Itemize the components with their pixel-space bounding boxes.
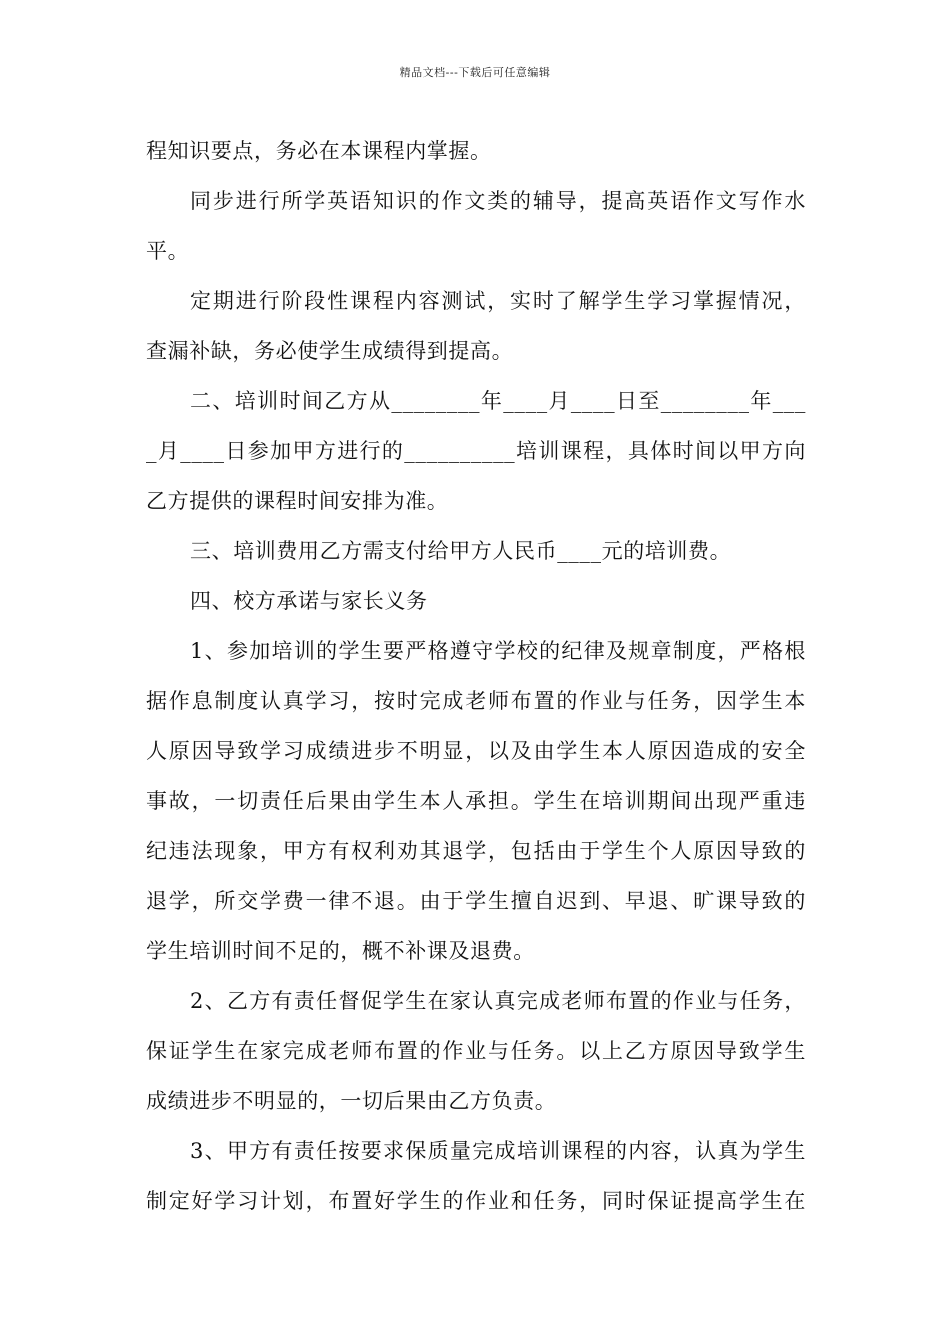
text-line: 查漏补缺，务必使学生成绩得到提高。 <box>146 339 514 363</box>
text-line: 二、培训时间乙方从________年____月____日至________年___ <box>190 389 806 413</box>
text-line: 事故，一切责任后果由学生本人承担。学生在培训期间出现严重违 <box>146 789 806 813</box>
text-line: 1、参加培训的学生要严格遵守学校的纪律及规章制度，严格根 <box>190 639 806 663</box>
text-line: 人原因导致学习成绩进步不明显，以及由学生本人原因造成的安全 <box>146 739 806 763</box>
text-line: 学生培训时间不足的，概不补课及退费。 <box>146 939 535 963</box>
text-line: 乙方提供的课程时间安排为准。 <box>146 489 449 513</box>
text-line: 三、培训费用乙方需支付给甲方人民币____元的培训费。 <box>190 539 732 563</box>
text-line: 据作息制度认真学习，按时完成老师布置的作业与任务，因学生本 <box>146 689 806 713</box>
text-line: _月____日参加甲方进行的__________培训课程，具体时间以甲方向 <box>146 439 806 463</box>
text-line: 定期进行阶段性课程内容测试，实时了解学生学习掌握情况， <box>190 289 806 313</box>
text-line: 平。 <box>146 239 190 263</box>
text-line: 同步进行所学英语知识的作文类的辅导，提高英语作文写作水 <box>190 189 806 213</box>
page-header: 精品文档---下载后可任意编辑 <box>399 66 551 79</box>
section-heading: 四、校方承诺与家长义务 <box>190 589 428 613</box>
text-line: 程知识要点，务必在本课程内掌握。 <box>146 139 492 163</box>
text-line: 3、甲方有责任按要求保质量完成培训课程的内容，认真为学生 <box>190 1139 806 1163</box>
text-line: 成绩进步不明显的，一切后果由乙方负责。 <box>146 1089 557 1113</box>
text-line: 保证学生在家完成老师布置的作业与任务。以上乙方原因导致学生 <box>146 1039 806 1063</box>
text-line: 退学，所交学费一律不退。由于学生擅自迟到、早退、旷课导致的 <box>146 889 806 913</box>
text-line: 纪违法现象，甲方有权利劝其退学，包括由于学生个人原因导致的 <box>146 839 806 863</box>
text-line: 2、乙方有责任督促学生在家认真完成老师布置的作业与任务， <box>190 989 806 1013</box>
text-line: 制定好学习计划，布置好学生的作业和任务，同时保证提高学生在 <box>146 1189 806 1213</box>
